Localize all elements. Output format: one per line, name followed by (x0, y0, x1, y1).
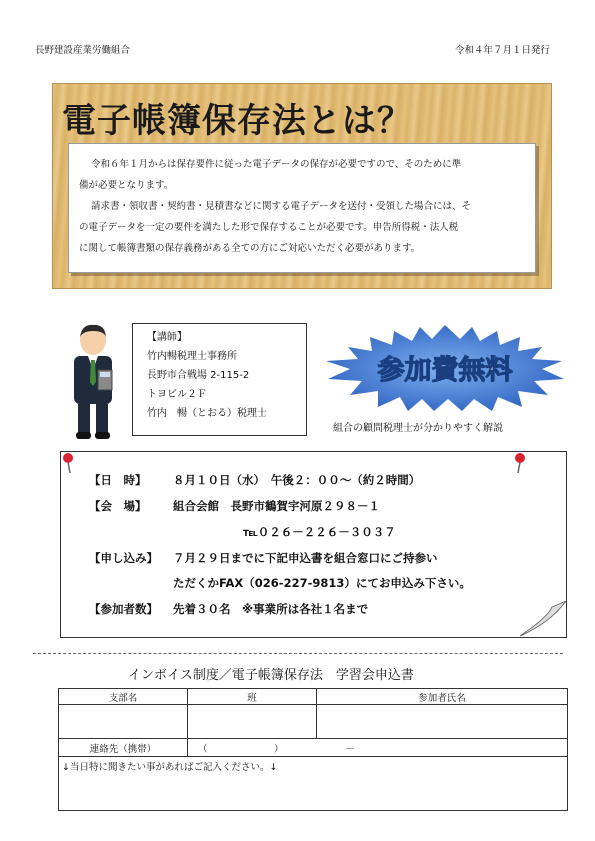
intro-line: 令和６年１月からは保存要件に従った電子データの保存が必要ですので、そのために準 (91, 159, 462, 170)
lecturer-heading: 【講師】 (147, 332, 187, 343)
participant-header: 参加者氏名 (317, 689, 568, 705)
date-value: ８月１０日（水） 午後２：００～（約２時間） (173, 473, 421, 487)
event-details-box (60, 451, 567, 638)
venue-label: 【会 場】 (89, 499, 147, 513)
question-field[interactable] (59, 757, 568, 811)
lecturer-name: 竹内 暢（とおる）税理士 (147, 408, 267, 419)
apply-value-cont: ただくかFAX（026-227-9813）にてお申込み下さい。 (173, 576, 471, 590)
curled-corner (520, 601, 566, 637)
intro-line: 備が必要となります。 (79, 180, 174, 191)
apply-value: ７月２９日までに下記申込書を組合窓口にご持参い (173, 551, 438, 565)
lecturer-office: 竹内暢税理士事務所 (147, 351, 237, 362)
issue-date: 令和４年７月１日発行 (454, 45, 550, 56)
group-header: 班 (188, 689, 317, 705)
organization-name: 長野建設産業労働組合 (35, 45, 131, 56)
pushpin-icon (60, 452, 76, 474)
intro-line: 請求書・領収書・契約書・見積書などに関する電子データを送付・受領した場合には、そ (91, 201, 472, 212)
lecturer-info-box (132, 323, 307, 436)
intro-text-box (68, 143, 536, 273)
count-value: 先着３０名 ※事業所は各社１名まで (173, 602, 369, 616)
contact-label: 連絡先（携帯） (59, 739, 188, 757)
lecturer-building: トヨビル２Ｆ (147, 389, 207, 400)
question-label: ↓当日特に聞きたい事があればご記入ください。↓ (62, 762, 278, 773)
branch-header: 支部名 (59, 689, 188, 705)
date-label: 【日 時】 (89, 473, 147, 487)
group-field[interactable] (188, 705, 317, 739)
cut-line (33, 653, 563, 654)
venue-tel: ℡０２６－２２６－３０３７ (243, 525, 396, 539)
application-form (58, 688, 568, 811)
intro-line: に関して帳簿書類の保存義務がある全ての方にご対応いただく必要があります。 (79, 243, 421, 254)
pushpin-icon (512, 452, 528, 474)
venue-value: 組合会館 長野市鶴賀宇河原２９８－１ (173, 499, 380, 513)
contact-field[interactable]: （ ） － (188, 739, 568, 757)
badge-caption: 組合の顧問税理士が分かりやすく解説 (333, 423, 503, 434)
participant-name-field[interactable] (317, 705, 568, 739)
intro-line: の電子データを一定の要件を満たした形で保存することが必要です。申告所得税・法人税 (79, 222, 459, 233)
form-title: インボイス制度／電子帳簿保存法 学習会申込書 (128, 668, 414, 683)
badge-text: 参加費無料 (377, 355, 513, 386)
businessman-illustration (60, 322, 126, 444)
branch-field[interactable] (59, 705, 188, 739)
lecturer-address: 長野市合戦場 2-115-2 (147, 370, 250, 381)
count-label: 【参加者数】 (89, 602, 158, 616)
free-admission-badge (322, 325, 568, 411)
apply-label: 【申し込み】 (89, 551, 158, 565)
page-title: 電子帳簿保存法とは？ (62, 101, 412, 141)
